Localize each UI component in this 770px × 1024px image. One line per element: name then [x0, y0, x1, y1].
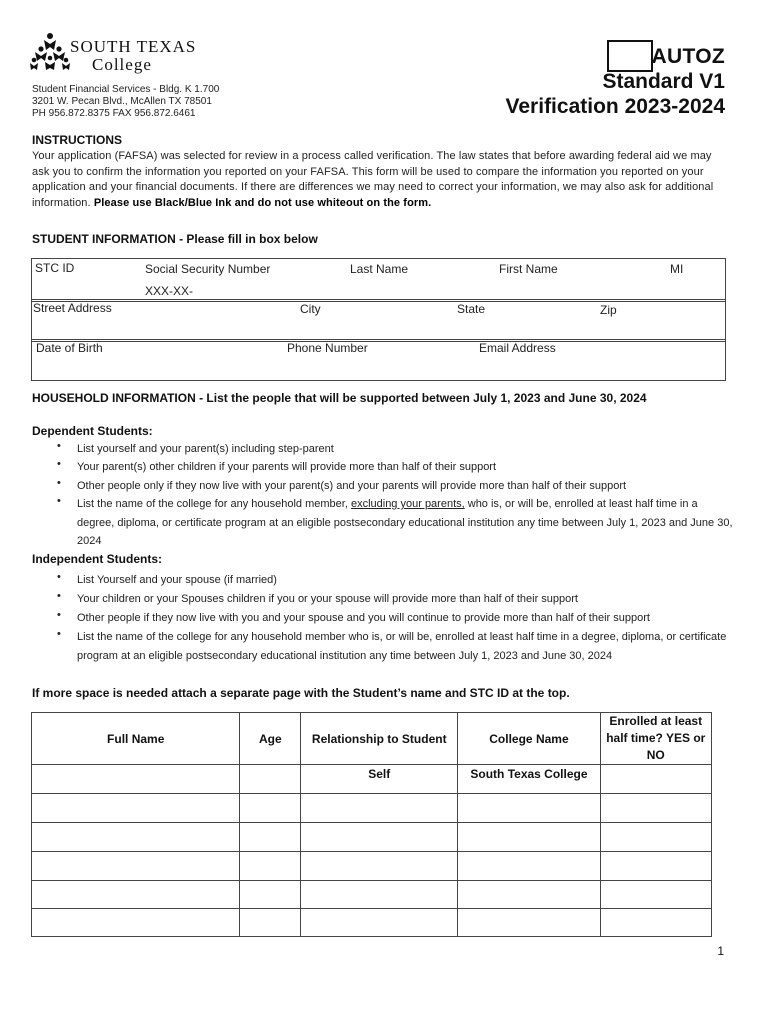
form-code-box[interactable] — [607, 40, 653, 72]
relationship-cell[interactable] — [301, 823, 458, 852]
college-name-cell: South Texas College — [458, 765, 600, 794]
zip-label: Zip — [600, 303, 617, 317]
list-item-text: Other people if they now live with you and your spouse and you will continue to provide more than half of their support — [77, 612, 650, 624]
college-name-line2: College — [92, 55, 152, 74]
email-address-label: Email Address — [479, 341, 556, 355]
college-name-line1: SOUTH TEXAS — [70, 37, 197, 56]
full-name-cell[interactable] — [32, 823, 240, 852]
first-name-label: First Name — [499, 262, 558, 276]
bullet-icon: • — [57, 440, 61, 452]
list-item-text: List the name of the college for any household member who is, or will be, enrolled at least half time in a degree, diploma, or certificate program at an eligible postsecondary educational institution any time between July 1, 2023 and June 30, 2024 — [77, 631, 727, 662]
instructions-ink-note: Please use Black/Blue Ink and do not use whiteout on the form. — [93, 196, 432, 209]
city-label: City — [300, 302, 321, 316]
relationship-cell: Self — [301, 765, 458, 794]
column-header-enrolled: Enrolled at least half time? YES or NO — [600, 713, 711, 765]
bullet-icon: • — [57, 477, 61, 489]
household-table — [31, 712, 712, 937]
ssn-prefix: XXX-XX- — [145, 284, 194, 298]
table-row — [32, 909, 712, 937]
form-name: Standard V1 — [602, 70, 725, 93]
table-row — [32, 881, 712, 909]
full-name-cell[interactable] — [32, 765, 240, 794]
college-rule-text-end: who is, or will be, enrolled at least half time in a degree, diploma, or certificate program at an eligible postsecondary educational institution any time between July 1, 2023 and June 30, 2024 — [77, 498, 733, 547]
enrolled-cell[interactable] — [600, 765, 711, 794]
student-address-box — [31, 299, 726, 342]
bullet-icon: • — [57, 495, 61, 507]
list-item-text: Other people only if they now live with your parent(s) and your parents will provide more than half of their support — [77, 480, 627, 492]
college-rule-text: List the name of the college for any household member, — [77, 498, 351, 510]
state-label: State — [457, 302, 486, 316]
bullet-icon: • — [57, 628, 61, 640]
date-of-birth-label: Date of Birth — [36, 341, 103, 355]
phone-number-label: Phone Number — [287, 341, 368, 355]
student-contact-box — [31, 339, 726, 381]
list-item-text: List yourself and your parent(s) including step-parent — [77, 443, 334, 455]
full-name-cell[interactable] — [32, 794, 240, 823]
stc-id-label: STC ID — [35, 261, 75, 275]
address-line: PH 956.872.8375 FAX 956.872.6461 — [32, 108, 196, 119]
list-item-text — [77, 495, 737, 551]
bullet-icon: • — [57, 571, 61, 583]
full-name-cell[interactable] — [32, 909, 240, 937]
age-cell[interactable] — [240, 794, 301, 823]
form-code: AUTOZ — [651, 45, 725, 68]
table-header-row — [32, 713, 712, 765]
independent-students-heading: Independent Students: — [32, 552, 162, 566]
table-row — [32, 852, 712, 881]
relationship-cell[interactable] — [301, 794, 458, 823]
college-logo-icon — [30, 32, 70, 74]
enrolled-cell[interactable] — [600, 909, 711, 937]
form-title: Verification 2023-2024 — [505, 95, 725, 118]
address-line: 3201 W. Pecan Blvd., McAllen TX 78501 — [32, 96, 212, 107]
college-name-cell[interactable] — [458, 823, 600, 852]
student-name-box — [31, 258, 726, 302]
ssn-label: Social Security Number — [145, 262, 271, 276]
full-name-cell[interactable] — [32, 881, 240, 909]
college-name-cell[interactable] — [458, 881, 600, 909]
age-cell[interactable] — [240, 909, 301, 937]
column-header-full-name: Full Name — [32, 713, 240, 765]
table-row — [32, 823, 712, 852]
bullet-icon: • — [57, 458, 61, 470]
list-item-text: List Yourself and your spouse (if married) — [77, 574, 277, 586]
last-name-label: Last Name — [350, 262, 409, 276]
age-cell[interactable] — [240, 823, 301, 852]
college-name-cell[interactable] — [458, 852, 600, 881]
column-header-relationship: Relationship to Student — [301, 713, 458, 765]
college-name-cell[interactable] — [458, 909, 600, 937]
college-name — [70, 38, 196, 74]
age-cell[interactable] — [240, 881, 301, 909]
dependent-students-heading: Dependent Students: — [32, 424, 153, 438]
relationship-cell[interactable] — [301, 909, 458, 937]
column-header-college-name: College Name — [458, 713, 600, 765]
college-name-cell[interactable] — [458, 794, 600, 823]
instructions-heading: INSTRUCTIONS — [32, 133, 122, 147]
enrolled-cell[interactable] — [600, 881, 711, 909]
age-cell[interactable] — [240, 765, 301, 794]
relationship-cell[interactable] — [301, 881, 458, 909]
household-heading: HOUSEHOLD INFORMATION - List the people that will be supported between July 1, 2023 and June 30, 2024 — [32, 391, 647, 405]
enrolled-cell[interactable] — [600, 794, 711, 823]
space-note: If more space is needed attach a separate page with the Student’s name and STC ID at the top. — [32, 686, 570, 700]
page-number: 1 — [717, 944, 724, 958]
enrolled-cell[interactable] — [600, 823, 711, 852]
table-row — [32, 794, 712, 823]
bullet-icon: • — [57, 609, 61, 621]
list-item-text: Your parent(s) other children if your parents will provide more than half of their support — [77, 461, 497, 473]
relationship-cell[interactable] — [301, 852, 458, 881]
student-info-heading: STUDENT INFORMATION - Please fill in box below — [32, 232, 318, 246]
enrolled-cell[interactable] — [600, 852, 711, 881]
list-item-text: Your children or your Spouses children if you or your spouse will provide more than half of their support — [77, 593, 578, 605]
age-cell[interactable] — [240, 852, 301, 881]
bullet-icon: • — [57, 590, 61, 602]
instructions-text — [32, 149, 732, 211]
excluding-parents-text: excluding your parents, — [350, 498, 465, 510]
street-address-label: Street Address — [33, 301, 112, 315]
address-line: Student Financial Services - Bldg. K 1.700 — [32, 84, 220, 95]
mi-label: MI — [670, 262, 684, 276]
instructions-body: Your application (FAFSA) was selected for review in a process called verification. The law states that before awarding federal aid we may ask you to confirm the information you reported on your FAFSA. This form will be used to compare the information you reported on your application and your financial documents. If there are differences we may need to correct your information, we may also ask for additional information. — [32, 150, 714, 209]
office-address — [32, 84, 219, 120]
column-header-age: Age — [240, 713, 301, 765]
table-row — [32, 765, 712, 794]
full-name-cell[interactable] — [32, 852, 240, 881]
